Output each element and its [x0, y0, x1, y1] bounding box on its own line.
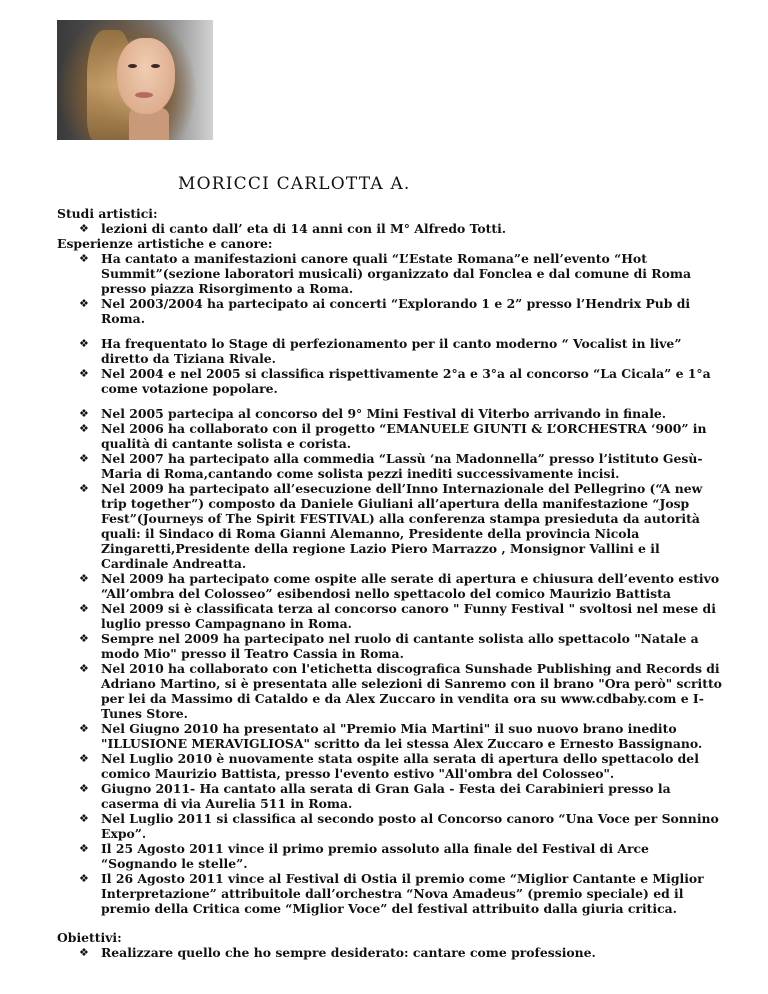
- diamond-bullet-icon: ❖: [79, 482, 89, 495]
- diamond-bullet-icon: ❖: [79, 367, 89, 380]
- list-item: ❖ Realizzare quello che ho sempre desiderato: cantare come professione.: [79, 945, 596, 960]
- list-esperienze: [57, 251, 725, 326]
- diamond-bullet-icon: ❖: [79, 722, 89, 735]
- diamond-bullet-icon: ❖: [79, 782, 89, 795]
- profile-photo: [57, 20, 213, 140]
- list-item: ❖ Il 26 Agosto 2011 vince al Festival di Ostia il premio come “Miglior Cantante e Miglior Interpretazione” attribuitole dall’orchestra “Nova Amadeus” (premio speciale) ed il premio della Critica come “Miglior Voce” del festival attribuito dalla giuria critica.: [79, 871, 704, 916]
- diamond-bullet-icon: ❖: [79, 812, 89, 825]
- diamond-bullet-icon: ❖: [79, 632, 89, 645]
- list-item: ❖ Nel 2006 ha collaborato con il progetto “EMANUELE GIUNTI & L’ORCHESTRA ‘900” in qualità di cantante solista e corista.: [79, 421, 707, 451]
- diamond-bullet-icon: ❖: [79, 842, 89, 855]
- list-item: ❖ Nel 2009 si è classificata terza al concorso canoro " Funny Festival " svoltosi nel mese di luglio presso Campagnano in Roma.: [79, 601, 716, 631]
- diamond-bullet-icon: ❖: [79, 662, 89, 675]
- diamond-bullet-icon: ❖: [79, 752, 89, 765]
- list-item: ❖ Nel 2004 e nel 2005 si classifica rispettivamente 2°a e 3°a al concorso “La Cicala” e 1°a come votazione popolare.: [79, 366, 711, 396]
- list-studi: [57, 221, 725, 236]
- list-esperienze-2: [57, 336, 725, 396]
- list-item: ❖ Nel 2007 ha partecipato alla commedia “Lassù ‘na Madonnella” presso l’istituto Gesù-Maria di Roma,cantando come solista pezzi inediti successivamente incisi.: [79, 451, 703, 481]
- section-title-obiettivi: Obiettivi:: [57, 930, 122, 945]
- diamond-bullet-icon: ❖: [79, 946, 89, 959]
- section-title-studi: Studi artistici:: [57, 206, 158, 221]
- diamond-bullet-icon: ❖: [79, 452, 89, 465]
- person-name: MORICCI CARLOTTA A.: [178, 174, 411, 194]
- list-item: ❖ Sempre nel 2009 ha partecipato nel ruolo di cantante solista allo spettacolo "Natale a modo Mio" presso il Teatro Cassia in Roma.: [79, 631, 699, 661]
- list-item: ❖ lezioni di canto dall’ eta di 14 anni con il M° Alfredo Totti.: [79, 221, 507, 236]
- list-item: ❖ Nel 2009 ha partecipato come ospite alle serate di apertura e chiusura dell’evento estivo “All’ombra del Colosseo” esibendosi nello spettacolo del comico Maurizio Battista: [79, 571, 720, 601]
- list-obiettivi: [57, 945, 725, 960]
- list-item: ❖ Nel Giugno 2010 ha presentato al "Premio Mia Martini" il suo nuovo brano inedito "ILLUSIONE MERAVIGLIOSA" scritto da lei stessa Alex Zuccaro e Ernesto Bassignano.: [79, 721, 703, 751]
- diamond-bullet-icon: ❖: [79, 872, 89, 885]
- cv-content: [57, 206, 725, 960]
- list-item: ❖ Giugno 2011- Ha cantato alla serata di Gran Gala - Festa dei Carabinieri presso la caserma di via Aurelia 511 in Roma.: [79, 781, 671, 811]
- diamond-bullet-icon: ❖: [79, 572, 89, 585]
- list-item: ❖ Nel 2010 ha collaborato con l'etichetta discografica Sunshade Publishing and Records di Adriano Martino, si è presentata alle selezioni di Sanremo con il brano "Ora però" scritto per lei da Massimo di Cataldo e da Alex Zuccaro in vendita ora su www.cdbaby.com e I-Tunes Store.: [79, 661, 722, 721]
- list-item: ❖ Nel Luglio 2011 si classifica al secondo posto al Concorso canoro “Una Voce per Sonnino Expo”.: [79, 811, 719, 841]
- diamond-bullet-icon: ❖: [79, 407, 89, 420]
- list-item: ❖ Il 25 Agosto 2011 vince il primo premio assoluto alla finale del Festival di Arce “Sognando le stelle”.: [79, 841, 649, 871]
- list-item: ❖ Ha frequentato lo Stage di perfezionamento per il canto moderno “ Vocalist in live” diretto da Tiziana Rivale.: [79, 336, 682, 366]
- list-esperienze-3: [57, 406, 725, 916]
- diamond-bullet-icon: ❖: [79, 252, 89, 265]
- diamond-bullet-icon: ❖: [79, 297, 89, 310]
- diamond-bullet-icon: ❖: [79, 222, 89, 235]
- list-item: ❖ Ha cantato a manifestazioni canore quali “L’Estate Romana”e nell’evento “Hot Summit”(sezione laboratori musicali) organizzato dal Fonclea e dal comune di Roma presso piazza Risorgimento a Roma.: [79, 251, 692, 296]
- list-item: ❖ Nel 2009 ha partecipato all’esecuzione dell’Inno Internazionale del Pellegrino (“A new trip together”) composto da Daniele Giuliani all’apertura della manifestazione “Josp Fest”(Journeys of The Spirit FESTIVAL) alla conferenza stampa presieduta da autorità quali: il Sindaco di Roma Gianni Alemanno, Presidente della provincia Nicola Zingaretti,Presidente della regione Lazio Piero Marrazzo , Monsignor Vallini e il Cardinale Andreatta.: [79, 481, 703, 571]
- diamond-bullet-icon: ❖: [79, 422, 89, 435]
- diamond-bullet-icon: ❖: [79, 602, 89, 615]
- list-item: ❖ Nel 2005 partecipa al concorso del 9° Mini Festival di Viterbo arrivando in finale.: [79, 406, 667, 421]
- list-item: ❖ Nel 2003/2004 ha partecipato ai concerti “Explorando 1 e 2” presso l’Hendrix Pub di Roma.: [79, 296, 691, 326]
- diamond-bullet-icon: ❖: [79, 337, 89, 350]
- section-title-esperienze: Esperienze artistiche e canore:: [57, 236, 273, 251]
- list-item: ❖ Nel Luglio 2010 è nuovamente stata ospite alla serata di apertura dello spettacolo del comico Maurizio Battista, presso l'evento estivo "All'ombra del Colosseo".: [79, 751, 699, 781]
